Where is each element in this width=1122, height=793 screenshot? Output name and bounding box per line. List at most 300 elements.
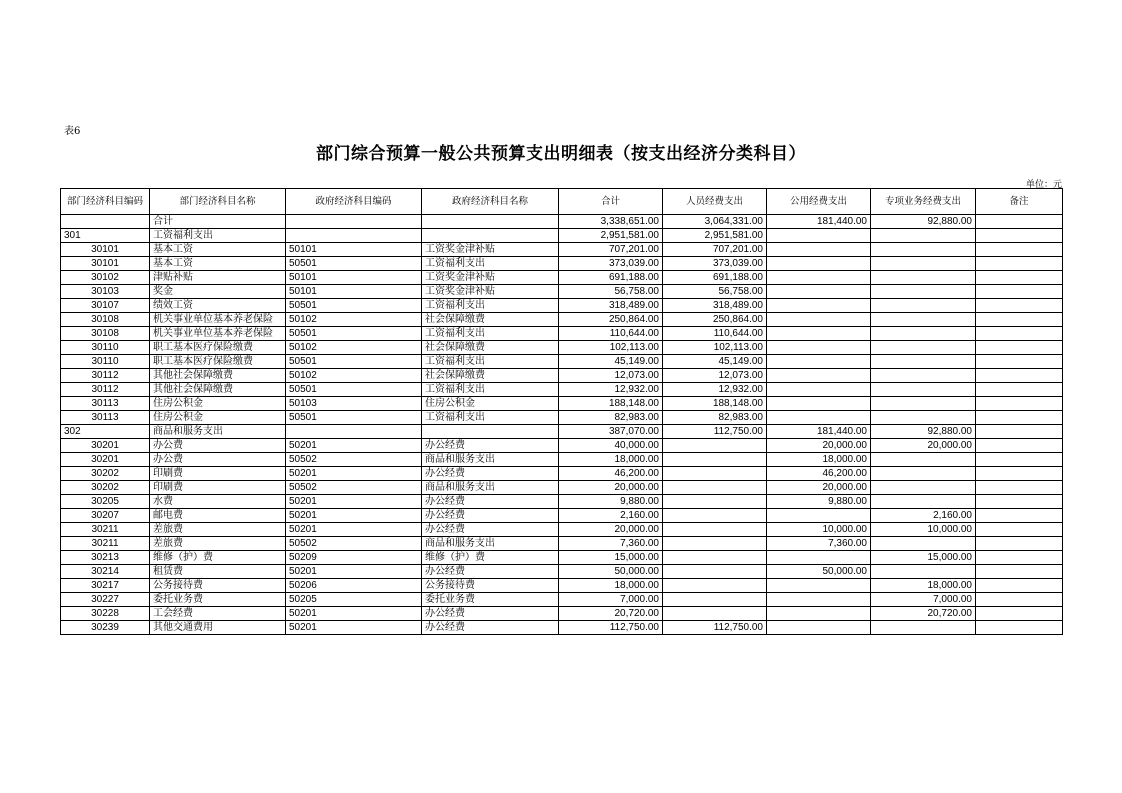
- gov-name-cell: 商品和服务支出: [422, 481, 559, 495]
- dept-code-cell: 30101: [61, 243, 150, 257]
- special-cell: 92,880.00: [871, 425, 976, 439]
- special-cell: [871, 341, 976, 355]
- public-cell: [767, 509, 871, 523]
- dept-name-cell: 维修（护）费: [150, 551, 286, 565]
- public-cell: [767, 257, 871, 271]
- total-cell: 373,039.00: [559, 257, 663, 271]
- dept-name-cell: 基本工资: [150, 243, 286, 257]
- personnel-cell: [663, 467, 767, 481]
- gov-code-cell: [286, 215, 422, 229]
- gov-name-cell: 社会保障缴费: [422, 313, 559, 327]
- dept-name-cell: 合计: [150, 215, 286, 229]
- dept-name-cell: 委托业务费: [150, 593, 286, 607]
- dept-code-cell: 30213: [61, 551, 150, 565]
- table-body: [61, 215, 1063, 635]
- gov-code-cell: 50201: [286, 495, 422, 509]
- remark-cell: [976, 229, 1063, 243]
- dept-code-cell: 30113: [61, 411, 150, 425]
- personnel-cell: 707,201.00: [663, 243, 767, 257]
- total-cell: 15,000.00: [559, 551, 663, 565]
- remark-cell: [976, 565, 1063, 579]
- personnel-cell: [663, 509, 767, 523]
- public-cell: 20,000.00: [767, 439, 871, 453]
- header-personnel: 人员经费支出: [663, 189, 767, 215]
- gov-code-cell: 50501: [286, 257, 422, 271]
- table-row: [61, 565, 1063, 579]
- table-row: [61, 355, 1063, 369]
- special-cell: [871, 299, 976, 313]
- gov-name-cell: 办公经费: [422, 439, 559, 453]
- gov-code-cell: 50205: [286, 593, 422, 607]
- total-cell: 707,201.00: [559, 243, 663, 257]
- special-cell: [871, 453, 976, 467]
- dept-name-cell: 职工基本医疗保险缴费: [150, 355, 286, 369]
- gov-code-cell: 50502: [286, 453, 422, 467]
- gov-name-cell: 商品和服务支出: [422, 537, 559, 551]
- remark-cell: [976, 523, 1063, 537]
- remark-cell: [976, 327, 1063, 341]
- remark-cell: [976, 369, 1063, 383]
- total-cell: 112,750.00: [559, 621, 663, 635]
- special-cell: 20,720.00: [871, 607, 976, 621]
- table-row: [61, 579, 1063, 593]
- remark-cell: [976, 481, 1063, 495]
- public-cell: 20,000.00: [767, 481, 871, 495]
- gov-name-cell: 工资福利支出: [422, 257, 559, 271]
- gov-code-cell: 50201: [286, 621, 422, 635]
- total-cell: 20,000.00: [559, 523, 663, 537]
- gov-name-cell: 办公经费: [422, 565, 559, 579]
- special-cell: 92,880.00: [871, 215, 976, 229]
- table-row: [61, 523, 1063, 537]
- gov-name-cell: 维修（护）费: [422, 551, 559, 565]
- dept-code-cell: 30211: [61, 537, 150, 551]
- table-row: [61, 397, 1063, 411]
- dept-code-cell: 30108: [61, 313, 150, 327]
- total-cell: 318,489.00: [559, 299, 663, 313]
- remark-cell: [976, 285, 1063, 299]
- public-cell: [767, 383, 871, 397]
- gov-name-cell: 工资奖金津补贴: [422, 271, 559, 285]
- dept-code-cell: 30202: [61, 467, 150, 481]
- gov-name-cell: [422, 215, 559, 229]
- table-row: [61, 313, 1063, 327]
- remark-cell: [976, 425, 1063, 439]
- total-cell: 20,000.00: [559, 481, 663, 495]
- gov-name-cell: 工资福利支出: [422, 327, 559, 341]
- special-cell: [871, 257, 976, 271]
- dept-name-cell: 工会经费: [150, 607, 286, 621]
- dept-code-cell: [61, 215, 150, 229]
- dept-name-cell: 职工基本医疗保险缴费: [150, 341, 286, 355]
- table-row: [61, 537, 1063, 551]
- dept-code-cell: 30207: [61, 509, 150, 523]
- total-cell: 250,864.00: [559, 313, 663, 327]
- personnel-cell: 3,064,331.00: [663, 215, 767, 229]
- dept-name-cell: 公务接待费: [150, 579, 286, 593]
- dept-name-cell: 办公费: [150, 453, 286, 467]
- personnel-cell: [663, 579, 767, 593]
- table-row: [61, 341, 1063, 355]
- total-cell: 12,932.00: [559, 383, 663, 397]
- dept-code-cell: 30113: [61, 397, 150, 411]
- personnel-cell: 691,188.00: [663, 271, 767, 285]
- public-cell: [767, 271, 871, 285]
- gov-code-cell: 50201: [286, 467, 422, 481]
- total-cell: 56,758.00: [559, 285, 663, 299]
- table-row: [61, 621, 1063, 635]
- gov-code-cell: 50502: [286, 481, 422, 495]
- table-row: [61, 593, 1063, 607]
- public-cell: [767, 229, 871, 243]
- table-row: [61, 439, 1063, 453]
- personnel-cell: [663, 495, 767, 509]
- public-cell: [767, 313, 871, 327]
- gov-name-cell: [422, 425, 559, 439]
- table-row: [61, 551, 1063, 565]
- dept-name-cell: 邮电费: [150, 509, 286, 523]
- personnel-cell: 188,148.00: [663, 397, 767, 411]
- personnel-cell: [663, 593, 767, 607]
- total-cell: 12,073.00: [559, 369, 663, 383]
- gov-name-cell: 商品和服务支出: [422, 453, 559, 467]
- gov-code-cell: 50201: [286, 509, 422, 523]
- gov-code-cell: 50201: [286, 523, 422, 537]
- total-cell: 40,000.00: [559, 439, 663, 453]
- personnel-cell: [663, 565, 767, 579]
- public-cell: [767, 369, 871, 383]
- personnel-cell: 102,113.00: [663, 341, 767, 355]
- table-row: [61, 467, 1063, 481]
- gov-name-cell: 办公经费: [422, 607, 559, 621]
- special-cell: [871, 621, 976, 635]
- dept-code-cell: 30102: [61, 271, 150, 285]
- remark-cell: [976, 579, 1063, 593]
- total-cell: 7,360.00: [559, 537, 663, 551]
- total-cell: 691,188.00: [559, 271, 663, 285]
- total-cell: 387,070.00: [559, 425, 663, 439]
- dept-code-cell: 30110: [61, 355, 150, 369]
- total-cell: 20,720.00: [559, 607, 663, 621]
- remark-cell: [976, 355, 1063, 369]
- personnel-cell: [663, 523, 767, 537]
- special-cell: [871, 271, 976, 285]
- public-cell: 46,200.00: [767, 467, 871, 481]
- remark-cell: [976, 341, 1063, 355]
- gov-name-cell: 委托业务费: [422, 593, 559, 607]
- remark-cell: [976, 467, 1063, 481]
- remark-cell: [976, 607, 1063, 621]
- special-cell: [871, 229, 976, 243]
- special-cell: 20,000.00: [871, 439, 976, 453]
- table-row: [61, 257, 1063, 271]
- remark-cell: [976, 271, 1063, 285]
- remark-cell: [976, 257, 1063, 271]
- dept-name-cell: 机关事业单位基本养老保险: [150, 327, 286, 341]
- table-number: 表6: [64, 126, 81, 137]
- remark-cell: [976, 453, 1063, 467]
- dept-name-cell: 其他社会保障缴费: [150, 369, 286, 383]
- total-cell: 110,644.00: [559, 327, 663, 341]
- table-row: [61, 453, 1063, 467]
- table-row: [61, 327, 1063, 341]
- public-cell: 10,000.00: [767, 523, 871, 537]
- personnel-cell: 12,932.00: [663, 383, 767, 397]
- special-cell: [871, 397, 976, 411]
- dept-name-cell: 其他交通费用: [150, 621, 286, 635]
- gov-name-cell: 工资奖金津补贴: [422, 285, 559, 299]
- public-cell: [767, 593, 871, 607]
- dept-name-cell: 工资福利支出: [150, 229, 286, 243]
- total-cell: 3,338,651.00: [559, 215, 663, 229]
- table-row: [61, 215, 1063, 229]
- table-row: [61, 271, 1063, 285]
- public-cell: [767, 243, 871, 257]
- dept-code-cell: 30205: [61, 495, 150, 509]
- gov-code-cell: 50206: [286, 579, 422, 593]
- public-cell: [767, 411, 871, 425]
- remark-cell: [976, 411, 1063, 425]
- dept-code-cell: 301: [61, 229, 150, 243]
- personnel-cell: [663, 551, 767, 565]
- total-cell: 7,000.00: [559, 593, 663, 607]
- dept-code-cell: 30101: [61, 257, 150, 271]
- gov-code-cell: 50101: [286, 243, 422, 257]
- total-cell: 2,160.00: [559, 509, 663, 523]
- dept-name-cell: 印刷费: [150, 481, 286, 495]
- gov-code-cell: 50101: [286, 285, 422, 299]
- special-cell: 10,000.00: [871, 523, 976, 537]
- dept-name-cell: 印刷费: [150, 467, 286, 481]
- table-row: [61, 383, 1063, 397]
- budget-detail-table: [60, 188, 1063, 635]
- remark-cell: [976, 439, 1063, 453]
- header-dept-name: 部门经济科目名称: [150, 189, 286, 215]
- table-row: [61, 369, 1063, 383]
- total-cell: 188,148.00: [559, 397, 663, 411]
- header-total: 合计: [559, 189, 663, 215]
- table-row: [61, 285, 1063, 299]
- personnel-cell: 250,864.00: [663, 313, 767, 327]
- gov-code-cell: 50102: [286, 341, 422, 355]
- special-cell: [871, 481, 976, 495]
- table-row: [61, 425, 1063, 439]
- personnel-cell: 56,758.00: [663, 285, 767, 299]
- personnel-cell: 110,644.00: [663, 327, 767, 341]
- dept-name-cell: 津贴补贴: [150, 271, 286, 285]
- dept-name-cell: 办公费: [150, 439, 286, 453]
- public-cell: [767, 285, 871, 299]
- dept-code-cell: 30202: [61, 481, 150, 495]
- special-cell: [871, 495, 976, 509]
- special-cell: [871, 411, 976, 425]
- dept-name-cell: 机关事业单位基本养老保险: [150, 313, 286, 327]
- public-cell: [767, 579, 871, 593]
- total-cell: 82,983.00: [559, 411, 663, 425]
- public-cell: [767, 397, 871, 411]
- total-cell: 2,951,581.00: [559, 229, 663, 243]
- page-title: 部门综合预算一般公共预算支出明细表（按支出经济分类科目）: [316, 144, 806, 164]
- public-cell: 7,360.00: [767, 537, 871, 551]
- dept-code-cell: 30214: [61, 565, 150, 579]
- dept-code-cell: 30108: [61, 327, 150, 341]
- table-row: [61, 229, 1063, 243]
- gov-code-cell: 50501: [286, 411, 422, 425]
- personnel-cell: 112,750.00: [663, 621, 767, 635]
- remark-cell: [976, 215, 1063, 229]
- dept-name-cell: 住房公积金: [150, 397, 286, 411]
- unit-label: 单位：元: [1025, 180, 1062, 190]
- remark-cell: [976, 621, 1063, 635]
- gov-name-cell: 社会保障缴费: [422, 341, 559, 355]
- total-cell: 102,113.00: [559, 341, 663, 355]
- gov-name-cell: 工资福利支出: [422, 383, 559, 397]
- header-public: 公用经费支出: [767, 189, 871, 215]
- special-cell: 7,000.00: [871, 593, 976, 607]
- remark-cell: [976, 397, 1063, 411]
- public-cell: [767, 551, 871, 565]
- table-row: [61, 509, 1063, 523]
- special-cell: 2,160.00: [871, 509, 976, 523]
- dept-name-cell: 其他社会保障缴费: [150, 383, 286, 397]
- dept-code-cell: 30112: [61, 383, 150, 397]
- special-cell: [871, 313, 976, 327]
- gov-code-cell: 50502: [286, 537, 422, 551]
- dept-code-cell: 30107: [61, 299, 150, 313]
- remark-cell: [976, 313, 1063, 327]
- remark-cell: [976, 593, 1063, 607]
- dept-name-cell: 基本工资: [150, 257, 286, 271]
- gov-code-cell: 50101: [286, 271, 422, 285]
- dept-code-cell: 30110: [61, 341, 150, 355]
- gov-code-cell: 50501: [286, 327, 422, 341]
- table-row: [61, 481, 1063, 495]
- special-cell: [871, 383, 976, 397]
- remark-cell: [976, 509, 1063, 523]
- header-row: [61, 189, 1063, 215]
- personnel-cell: [663, 537, 767, 551]
- gov-name-cell: 办公经费: [422, 523, 559, 537]
- gov-code-cell: 50201: [286, 607, 422, 621]
- personnel-cell: [663, 439, 767, 453]
- table-row: [61, 411, 1063, 425]
- total-cell: 46,200.00: [559, 467, 663, 481]
- header-dept-code: 部门经济科目编码: [61, 189, 150, 215]
- gov-name-cell: 公务接待费: [422, 579, 559, 593]
- public-cell: [767, 327, 871, 341]
- special-cell: [871, 565, 976, 579]
- gov-code-cell: 50102: [286, 369, 422, 383]
- special-cell: 15,000.00: [871, 551, 976, 565]
- dept-code-cell: 30217: [61, 579, 150, 593]
- personnel-cell: [663, 453, 767, 467]
- gov-name-cell: 工资福利支出: [422, 411, 559, 425]
- special-cell: [871, 327, 976, 341]
- public-cell: 181,440.00: [767, 425, 871, 439]
- dept-name-cell: 商品和服务支出: [150, 425, 286, 439]
- gov-code-cell: 50209: [286, 551, 422, 565]
- special-cell: [871, 355, 976, 369]
- personnel-cell: 318,489.00: [663, 299, 767, 313]
- special-cell: [871, 285, 976, 299]
- remark-cell: [976, 551, 1063, 565]
- special-cell: [871, 243, 976, 257]
- total-cell: 50,000.00: [559, 565, 663, 579]
- dept-code-cell: 30228: [61, 607, 150, 621]
- table-row: [61, 299, 1063, 313]
- dept-code-cell: 30201: [61, 439, 150, 453]
- dept-code-cell: 30227: [61, 593, 150, 607]
- personnel-cell: [663, 607, 767, 621]
- dept-name-cell: 差旅费: [150, 523, 286, 537]
- total-cell: 9,880.00: [559, 495, 663, 509]
- public-cell: 9,880.00: [767, 495, 871, 509]
- public-cell: 18,000.00: [767, 453, 871, 467]
- gov-code-cell: 50201: [286, 439, 422, 453]
- personnel-cell: 2,951,581.00: [663, 229, 767, 243]
- special-cell: 18,000.00: [871, 579, 976, 593]
- gov-code-cell: 50501: [286, 299, 422, 313]
- total-cell: 45,149.00: [559, 355, 663, 369]
- dept-name-cell: 绩效工资: [150, 299, 286, 313]
- gov-name-cell: 社会保障缴费: [422, 369, 559, 383]
- gov-code-cell: 50102: [286, 313, 422, 327]
- personnel-cell: 45,149.00: [663, 355, 767, 369]
- personnel-cell: 82,983.00: [663, 411, 767, 425]
- remark-cell: [976, 243, 1063, 257]
- special-cell: [871, 537, 976, 551]
- special-cell: [871, 467, 976, 481]
- public-cell: [767, 355, 871, 369]
- gov-name-cell: 办公经费: [422, 495, 559, 509]
- header-special: 专项业务经费支出: [871, 189, 976, 215]
- dept-name-cell: 水费: [150, 495, 286, 509]
- public-cell: [767, 621, 871, 635]
- personnel-cell: 373,039.00: [663, 257, 767, 271]
- total-cell: 18,000.00: [559, 579, 663, 593]
- gov-name-cell: 工资福利支出: [422, 355, 559, 369]
- remark-cell: [976, 495, 1063, 509]
- table-row: [61, 607, 1063, 621]
- gov-name-cell: 工资福利支出: [422, 299, 559, 313]
- special-cell: [871, 369, 976, 383]
- gov-code-cell: [286, 425, 422, 439]
- remark-cell: [976, 383, 1063, 397]
- dept-code-cell: 30211: [61, 523, 150, 537]
- dept-code-cell: 30239: [61, 621, 150, 635]
- header-remark: 备注: [976, 189, 1063, 215]
- table-row: [61, 243, 1063, 257]
- gov-name-cell: 办公经费: [422, 509, 559, 523]
- dept-name-cell: 住房公积金: [150, 411, 286, 425]
- public-cell: [767, 299, 871, 313]
- public-cell: 50,000.00: [767, 565, 871, 579]
- dept-name-cell: 差旅费: [150, 537, 286, 551]
- dept-code-cell: 30112: [61, 369, 150, 383]
- gov-name-cell: 办公经费: [422, 467, 559, 481]
- dept-code-cell: 30103: [61, 285, 150, 299]
- dept-code-cell: 302: [61, 425, 150, 439]
- public-cell: [767, 607, 871, 621]
- dept-name-cell: 奖金: [150, 285, 286, 299]
- table-row: [61, 495, 1063, 509]
- public-cell: [767, 341, 871, 355]
- remark-cell: [976, 299, 1063, 313]
- gov-code-cell: 50103: [286, 397, 422, 411]
- dept-name-cell: 租赁费: [150, 565, 286, 579]
- gov-name-cell: 住房公积金: [422, 397, 559, 411]
- personnel-cell: 112,750.00: [663, 425, 767, 439]
